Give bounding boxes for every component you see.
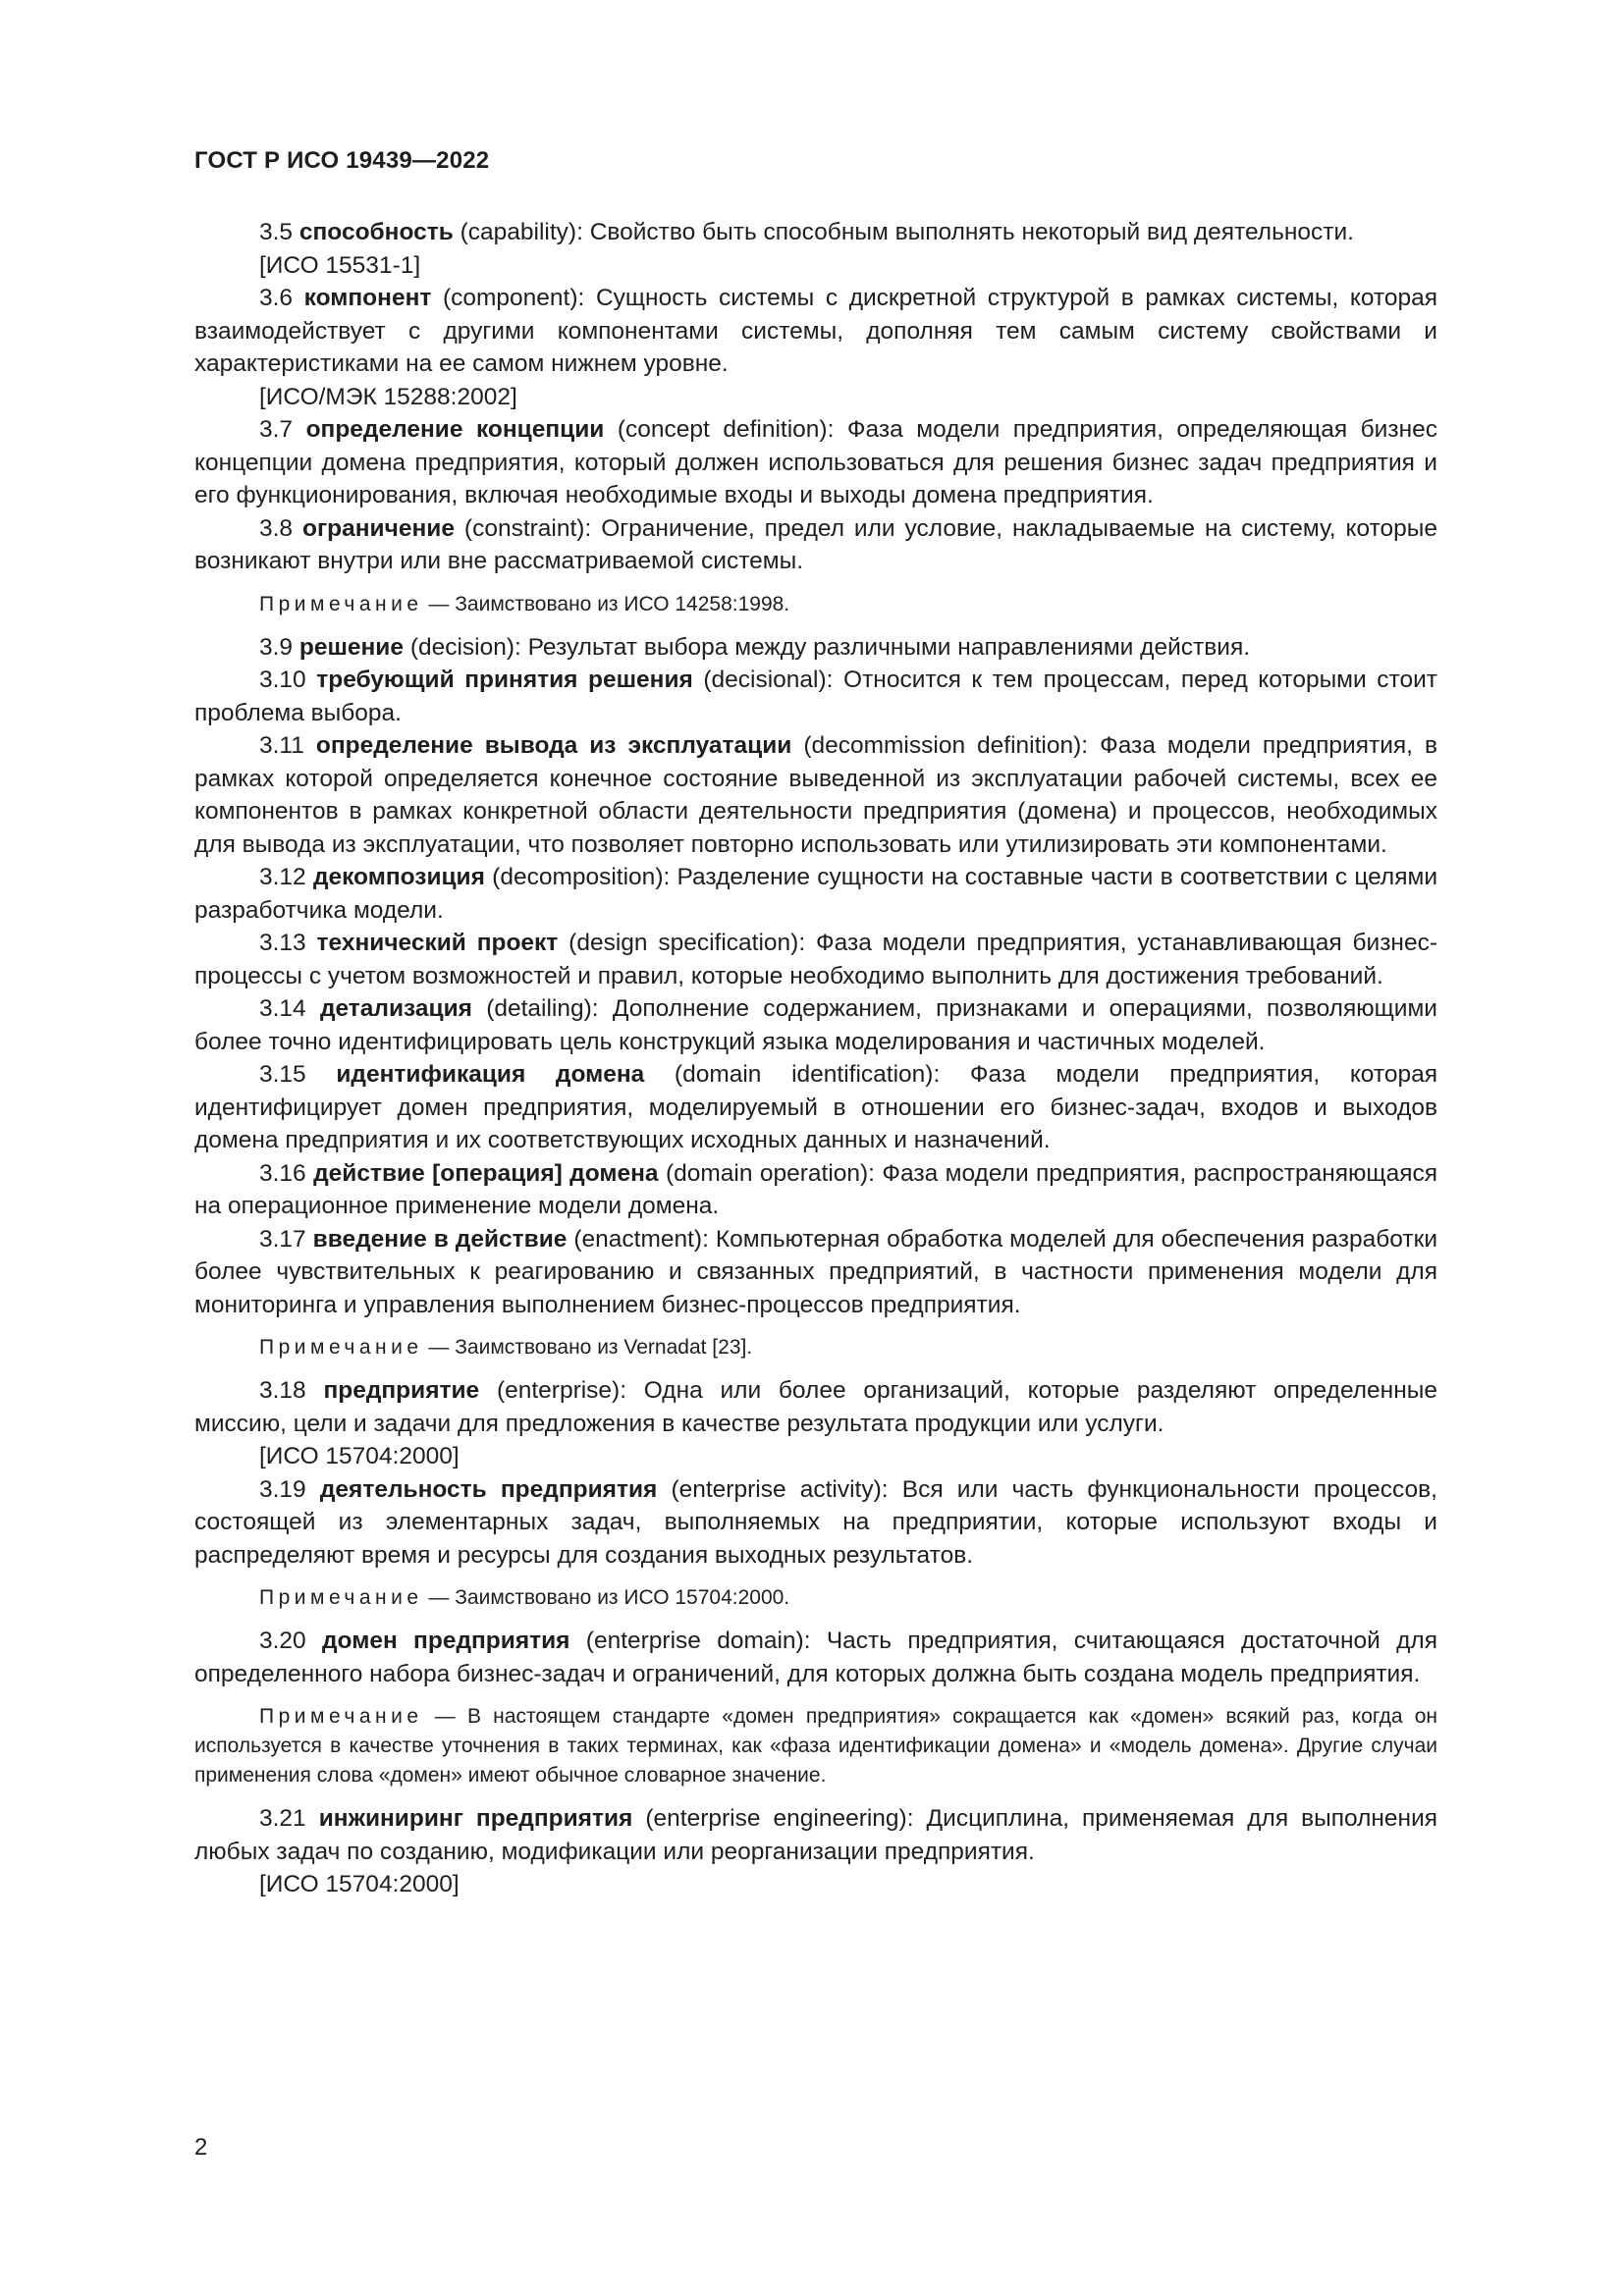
term-source: [ИСО/МЭК 15288:2002] (259, 383, 517, 410)
term-note (194, 1583, 1437, 1613)
term-entry (194, 729, 1437, 861)
term-definition: Ограничение, предел или условие, накладываемые на систему, которые возникают внутри или вне рассматриваемой системы. (194, 514, 1438, 574)
term-english: (decisional): (703, 667, 834, 693)
term-english: (domain identification): (674, 1061, 941, 1088)
term-number: 3.15 (259, 1061, 306, 1088)
note-text: — Заимствовано из ИСО 14258:1998. (428, 592, 790, 615)
term-definition: Фаза модели предприятия, которая идентифицирует домен предприятия, моделируемый в отношении его бизнес-задач, входов и выходов домена предприятия и их соответствующих исходных данных и назначений. (194, 1061, 1437, 1153)
term-definition: Свойство быть способным выполнять некоторый вид деятельности. (589, 219, 1354, 245)
term-english: (component): (442, 285, 585, 311)
term-english: (domain operation): (665, 1159, 875, 1187)
term-number: 3.20 (259, 1628, 306, 1654)
term-definition: Компьютерная обработка моделей для обеспечения разработки более чувствительных к реагированию и связанных предприятий, в частности применения модели для мониторинга и управления выполнением бизнес-процессов предприятия. (194, 1225, 1438, 1318)
term-english: (decision): (409, 633, 521, 661)
term-entries (194, 216, 1437, 1901)
term-number: 3.14 (259, 995, 306, 1022)
term-source: [ИСО 15531-1] (259, 251, 421, 279)
term-number: 3.21 (259, 1805, 306, 1832)
term-english: (capability): (460, 219, 583, 245)
note-text: — Заимствовано из ИСО 15704:2000. (428, 1586, 790, 1609)
term-note (194, 590, 1437, 619)
term-entry (194, 413, 1437, 512)
term-english: (decomposition): (492, 864, 671, 890)
term-note (194, 1702, 1437, 1790)
term-entry (194, 512, 1437, 578)
term-source: [ИСО 15704:2000] (259, 1871, 460, 1897)
note-label: Примечание (259, 1586, 423, 1609)
term-definition: Результат выбора между различными направлениями действия. (527, 633, 1251, 661)
term-number: 3.5 (259, 219, 294, 245)
term-entry (194, 1058, 1437, 1157)
term-definition: Вся или часть функциональности процессов, состоящей из элементарных задач, выполняемых на предприятии, которые используют входы и распределяют время и ресурсы для создания выходных результатов. (194, 1475, 1437, 1569)
term-name: идентификация домена (336, 1061, 645, 1088)
note-label: Примечание (259, 592, 423, 615)
term-name: способность (298, 219, 454, 245)
term-english: (detailing): (486, 995, 599, 1022)
term-definition: Одна или более организаций, которые разделяют определенные миссию, цели и задачи для предложения в качестве результата продукции или услуги. (194, 1377, 1437, 1437)
term-name: детализация (319, 995, 472, 1022)
term-definition: Сущность системы с дискретной структурой в рамках системы, которая взаимодействует с другими компонентами системы, дополняя тем самым систему свойствами и характеристиками на ее самом нижнем уровне. (194, 285, 1438, 377)
term-number: 3.19 (259, 1475, 306, 1503)
term-name: требующий принятия решения (316, 667, 693, 693)
term-number: 3.13 (259, 930, 306, 956)
term-definition: Дополнение содержанием, признаками и операциями, позволяющими более точно идентифицировать цель конструкций языка моделирования и частичных моделей. (194, 995, 1437, 1055)
term-english: (enterprise): (496, 1377, 627, 1404)
term-number: 3.17 (259, 1225, 306, 1253)
term-entry (194, 1223, 1437, 1322)
term-number: 3.7 (259, 416, 294, 443)
term-number: 3.12 (259, 864, 306, 890)
term-note (194, 1333, 1437, 1362)
term-entry (194, 216, 1437, 249)
term-english: (enterprise activity): (671, 1475, 889, 1503)
term-english: (decommission definition): (803, 732, 1089, 759)
term-definition: Разделение сущности на составные части в соответствии с целями разработчика модели. (194, 864, 1438, 924)
term-name: домен предприятия (322, 1628, 570, 1654)
term-name: определение концепции (305, 416, 605, 443)
term-number: 3.10 (259, 667, 306, 693)
term-english: (constraint): (463, 514, 592, 542)
term-entry (194, 1473, 1437, 1573)
term-definition: Фаза модели предприятия, определяющая бизнес концепции домена предприятия, который должен использоваться для решения бизнес задач предприятия и его функционирования, включая необходимые входы и выходы домена предприятия. (194, 416, 1437, 508)
term-name: ограничение (302, 514, 455, 542)
term-english: (enterprise engineering): (645, 1805, 914, 1832)
term-entry (194, 664, 1437, 729)
note-label: Примечание (259, 1705, 423, 1728)
term-english: (enactment): (573, 1225, 709, 1253)
term-entry (194, 927, 1437, 992)
term-number: 3.18 (259, 1377, 306, 1404)
term-entry (194, 631, 1437, 665)
term-english: (design specification): (568, 930, 806, 956)
term-entry (194, 1802, 1437, 1868)
term-name: определение вывода из эксплуатации (315, 732, 792, 759)
term-definition: Фаза модели предприятия, в рамках которой определяется конечное состояние выведенной из эксплуатации рабочей системы, всех ее компонентов в рамках конкретной области деятельности предприятия (домена) и процессов, необходимых для вывода из эксплуатации, что позволяет повторно использовать или утилизировать эти компонентами. (194, 732, 1437, 858)
term-name: технический проект (316, 930, 559, 956)
term-name: декомпозиция (312, 864, 485, 890)
term-english: (concept definition): (617, 416, 835, 443)
term-name: инжиниринг предприятия (318, 1805, 633, 1832)
term-number: 3.9 (259, 633, 294, 661)
term-english: (enterprise domain): (585, 1628, 811, 1654)
document-header: ГОСТ Р ИСО 19439—2022 (194, 147, 490, 174)
term-entry (194, 861, 1437, 927)
term-number: 3.11 (259, 732, 304, 759)
term-entry (194, 1374, 1437, 1440)
term-entry (194, 282, 1437, 381)
term-name: компонент (303, 285, 432, 311)
term-number: 3.16 (259, 1159, 306, 1187)
term-definition: Фаза модели предприятия, устанавливающая бизнес-процессы с учетом возможностей и правил, которые необходимо выполнить для достижения требований. (194, 930, 1437, 989)
term-entry (194, 992, 1437, 1058)
term-number: 3.6 (259, 285, 294, 311)
note-text: — В настоящем стандарте «домен предприятия» сокращается как «домен» всякий раз, когда он используется в качестве уточнения в таких терминах, как «фаза идентификации домена» и «модель домена». Другие случаи применения слова «домен» имеют обычное словарное значение. (194, 1705, 1437, 1787)
term-name: действие [операция] домена (313, 1159, 659, 1187)
term-name: деятельность предприятия (319, 1475, 658, 1503)
term-definition: Часть предприятия, считающаяся достаточной для определенного набора бизнес-задач и ограничений, для которых должна быть создана модель предприятия. (194, 1628, 1437, 1687)
note-label: Примечание (259, 1336, 423, 1359)
page-number: 2 (194, 2134, 208, 2161)
term-number: 3.8 (259, 514, 294, 542)
term-definition: Дисциплина, применяемая для выполнения любых задач по созданию, модификации или реорганизации предприятия. (194, 1805, 1438, 1865)
note-text: — Заимствовано из Vernadat [23]. (428, 1336, 753, 1359)
term-name: решение (298, 633, 404, 661)
term-definition: Относится к тем процессам, перед которыми стоит проблема выбора. (194, 667, 1437, 726)
term-name: введение в действие (312, 1225, 568, 1253)
term-definition: Фаза модели предприятия, распространяющаяся на операционное применение модели домена. (194, 1159, 1437, 1219)
term-source: [ИСО 15704:2000] (259, 1443, 460, 1469)
term-entry (194, 1625, 1437, 1690)
term-name: предприятие (323, 1377, 480, 1404)
term-entry (194, 1157, 1437, 1223)
